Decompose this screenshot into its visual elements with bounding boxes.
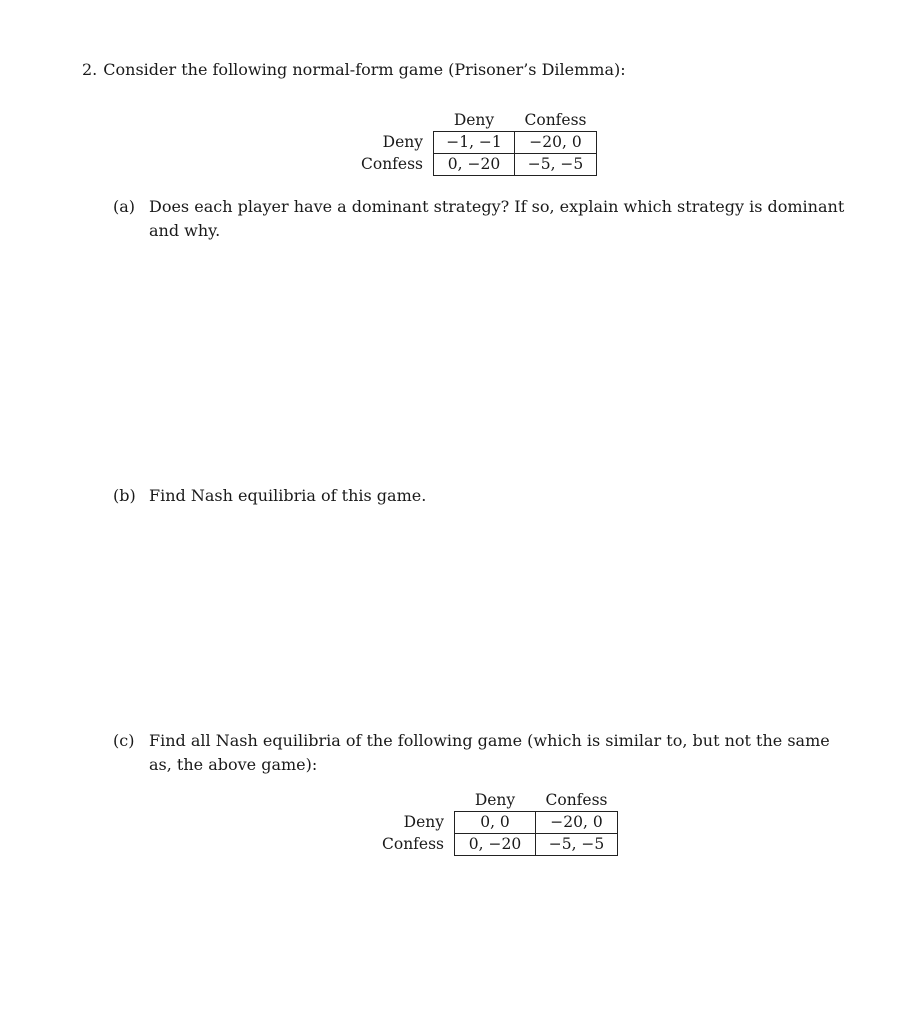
part-a <box>113 195 848 243</box>
payoff-matrix-1 <box>351 110 597 176</box>
matrix-row <box>351 132 597 154</box>
payoff-cell: −1, −1 <box>434 132 515 154</box>
problem-heading <box>82 60 626 79</box>
matrix-corner <box>351 110 434 132</box>
part-b-text: Find Nash equilibria of this game. <box>149 486 427 505</box>
col-header-confess: Confess <box>545 791 608 809</box>
payoff-cell: 0, −20 <box>455 834 536 856</box>
part-c <box>113 729 848 777</box>
part-b-label: (b) <box>113 486 136 505</box>
payoff-cell: −5, −5 <box>515 154 597 176</box>
matrix-corner <box>372 790 455 812</box>
payoff-cell: −5, −5 <box>536 834 618 856</box>
part-a-text: Does each player have a dominant strategy? If so, explain which strategy is dominant and why. <box>149 197 845 240</box>
part-c-label: (c) <box>113 731 135 750</box>
matrix-header-row <box>351 110 597 132</box>
row-header-deny: Deny <box>382 133 423 151</box>
col-header-confess: Confess <box>524 111 587 129</box>
payoff-cell: 0, −20 <box>434 154 515 176</box>
payoff-cell: −20, 0 <box>536 812 618 834</box>
payoff-matrix-2 <box>372 790 618 856</box>
col-header-deny: Deny <box>474 791 516 809</box>
part-a-label: (a) <box>113 197 136 216</box>
problem-number: 2. <box>82 60 98 79</box>
matrix-row <box>372 834 618 856</box>
row-header-deny: Deny <box>403 813 444 831</box>
part-b <box>113 484 848 508</box>
row-header-confess: Confess <box>361 155 423 173</box>
payoff-cell: −20, 0 <box>515 132 597 154</box>
matrix-row <box>372 812 618 834</box>
matrix-row <box>351 154 597 176</box>
col-header-deny: Deny <box>453 111 495 129</box>
payoff-cell: 0, 0 <box>455 812 536 834</box>
problem-intro: Consider the following normal-form game (Prisoner’s Dilemma): <box>103 60 626 79</box>
matrix-header-row <box>372 790 618 812</box>
part-c-text: Find all Nash equilibria of the following game (which is similar to, but not the same as, the above game): <box>149 731 830 774</box>
row-header-confess: Confess <box>382 835 444 853</box>
